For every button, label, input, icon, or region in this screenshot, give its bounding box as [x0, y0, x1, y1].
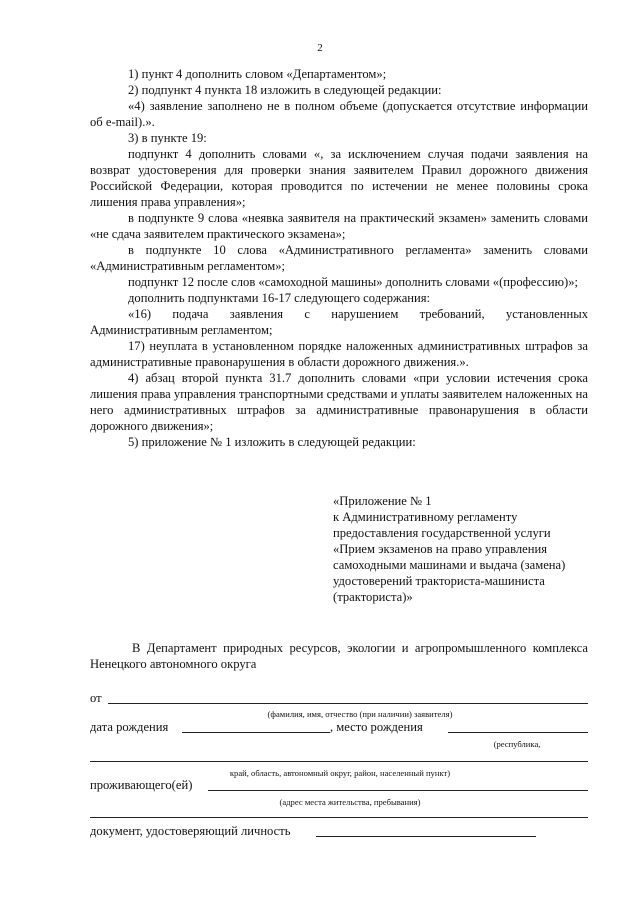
paragraph: дополнить подпунктами 16-17 следующего содержания: [128, 291, 431, 305]
residing-caption: (адрес места жительства, пребывания) [279, 797, 421, 807]
birth-place-line-2[interactable] [90, 761, 588, 762]
appendix-line: к Административному регламенту [333, 510, 518, 524]
amendments-body [90, 66, 588, 450]
paragraph: 2) подпункт 4 пункта 18 изложить в следующей редакции: [128, 83, 442, 97]
paragraph: подпункт 12 после слов «самоходной машины» дополнить словами «(профессию)»; [128, 275, 578, 289]
paragraph: в подпункте 10 слова «Административного регламента» заменить словами «Административным регламентом»; [90, 243, 588, 273]
paragraph: «16) подача заявления с нарушением требований, установленных Административным регламентом; [90, 307, 588, 337]
from-line[interactable] [108, 703, 588, 704]
residing-label: проживающего(ей) [90, 778, 193, 792]
appendix-line: «Приложение № 1 [333, 494, 432, 508]
birth-place-line[interactable] [448, 732, 588, 733]
addressee: В Департамент природных ресурсов, экологии и агропромышленного комплекса Ненецкого автономного округа [90, 641, 588, 671]
paragraph: 4) абзац второй пункта 31.7 дополнить словами «при условии истечения срока лишения права управления транспортными средствами и уплаты заявителем наложенных на него административных штрафов за административные правонарушения в области дорожного движения»; [90, 371, 588, 433]
appendix-line: удостоверений тракториста-машиниста [333, 574, 545, 588]
birth-place-caption-2: край, область, автономный округ, район, населенный пункт) [229, 768, 451, 778]
id-doc-line[interactable] [316, 836, 536, 837]
residing-line-2[interactable] [90, 817, 588, 818]
paragraph: подпункт 4 дополнить словами «, за исключением случая подачи заявления на возврат удостоверения для проверки знания заявителем Правил дорожного движения Российской Федерации, которая проводится по истечении не менее половины срока лишения права управления»; [90, 147, 588, 209]
appendix-line: предоставления государственной услуги [333, 526, 551, 540]
birth-place-label: , место рождения [330, 720, 423, 734]
from-caption: (фамилия, имя, отчество (при наличии) заявителя) [267, 709, 453, 719]
appendix-heading [333, 493, 593, 605]
birth-date-label: дата рождения [90, 720, 169, 734]
paragraph: 1) пункт 4 дополнить словом «Департаментом»; [128, 67, 387, 81]
paragraph: 3) в пункте 19: [128, 131, 207, 145]
appendix-line: «Прием экзаменов на право управления [333, 542, 548, 556]
paragraph: «4) заявление заполнено не в полном объеме (допускается отсутствие информации об e-mail).». [90, 99, 588, 129]
birth-place-caption: (республика, [493, 739, 541, 749]
appendix-line: самоходными машинами и выдача (замена) [333, 558, 566, 572]
paragraph: в подпункте 9 слова «неявка заявителя на практический экзамен» заменить словами «не сдача заявителем практического экзамена»; [90, 211, 588, 241]
birth-date-line[interactable] [182, 732, 330, 733]
paragraph: 17) неуплата в установленном порядке наложенных административных штрафов за административные правонарушения в области дорожного движения.». [90, 339, 588, 369]
residing-line[interactable] [208, 790, 588, 791]
page-number: 2 [317, 42, 323, 54]
id-doc-label: документ, удостоверяющий личность [90, 824, 291, 838]
from-label: от [90, 691, 102, 705]
appendix-line: (тракториста)» [333, 590, 413, 604]
paragraph: 5) приложение № 1 изложить в следующей редакции: [128, 435, 416, 449]
